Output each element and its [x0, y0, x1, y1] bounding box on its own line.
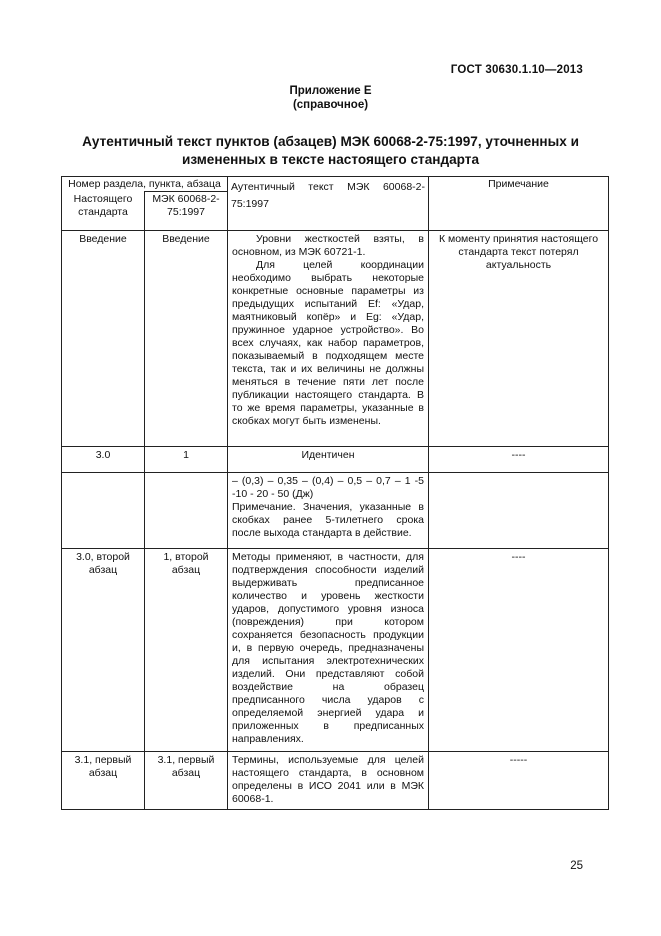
row-iec-number: 3.1, первый абзац: [145, 751, 228, 809]
table-row: [62, 751, 609, 809]
row-text: Методы применяют, в частности, для подтверждения способности изделий выдерживать предписанное количество и уровень жесткости ударов, допустимого уровня износа (повреждения) при котором сохраняется безопасность продукции и, в первую очередь, предназначены для испытания электротехнических изделий. Они представляют собой воздействие на образец предписанного числа ударов с определяемой энергией удара и приложенных в предписанных направлениях.: [228, 548, 429, 751]
header-note: Примечание: [429, 177, 609, 231]
table-header-row: [62, 177, 609, 192]
row-std-number: Введение: [62, 230, 145, 446]
table-row: [62, 472, 609, 548]
row-note: ----: [429, 446, 609, 472]
row-note: -----: [429, 751, 609, 809]
row-iec-number: 1: [145, 446, 228, 472]
header-iec-standard: МЭК 60068-2-75:1997: [145, 192, 228, 231]
row-std-number: 3.0: [62, 446, 145, 472]
row-text: [228, 230, 429, 446]
row-note: ----: [429, 548, 609, 751]
header-authentic-text: Аутентичный текст МЭК 60068-2-75:1997: [228, 177, 429, 231]
row-text: [228, 472, 429, 548]
row-note: [429, 472, 609, 548]
text-paragraph: Для целей координации необходимо выбрать некоторые конкретные основные параметры из предыдущих испытаний Ef: «Удар, маятниковый копёр» и Eg: «Удар, пружинное ударное устройство». Во всех случаях, как набор параметров, показываемый в подходящем месте текста, так и их величины не должны меняться в течение пяти лет после публикации настоящего стандарта. В то же время параметры, указанные в скобках могут быть изменены.: [232, 258, 424, 427]
standard-code: ГОСТ 30630.1.10—2013: [450, 64, 583, 76]
row-iec-number: [145, 472, 228, 548]
row-iec-number: Введение: [145, 230, 228, 446]
row-std-number: [62, 472, 145, 548]
row-std-number: 3.0, второй абзац: [62, 548, 145, 751]
row-text: Идентичен: [228, 446, 429, 472]
table-row: [62, 548, 609, 751]
text-paragraph: Примечание. Значения, указанные в скобках ранее 5-тилетнего срока после выхода стандарта в действие.: [232, 500, 424, 539]
row-iec-number: 1, второй абзац: [145, 548, 228, 751]
row-std-number: 3.1, первый абзац: [62, 751, 145, 809]
page-title: Аутентичный текст пунктов (абзацев) МЭК 60068-2-75:1997, уточненных и измененных в тексте настоящего стандарта: [82, 134, 579, 167]
header-this-standard: Настоящего стандарта: [62, 192, 145, 231]
text-paragraph: – (0,3) – 0,35 – (0,4) – 0,5 – 0,7 – 1 -5 -10 - 20 - 50 (Дж): [232, 474, 424, 500]
appendix-label: Приложение Е: [289, 85, 372, 97]
row-text: Термины, используемые для целей настоящего стандарта, в основном определены в ИСО 2041 или в МЭК 60068-1.: [228, 751, 429, 809]
text-paragraph: Уровни жесткостей взяты, в основном, из МЭК 60721-1.: [232, 232, 424, 258]
table-row: [62, 446, 609, 472]
header-group-cell: Номер раздела, пункта, абзаца: [62, 177, 228, 192]
comparison-table: [61, 176, 609, 810]
appendix-type: (справочное): [292, 99, 369, 111]
table-row: [62, 230, 609, 446]
row-note: К моменту принятия настоящего стандарта текст потерял актуальность: [429, 230, 609, 446]
page-number: 25: [570, 860, 583, 872]
appendix-heading: [0, 84, 661, 112]
